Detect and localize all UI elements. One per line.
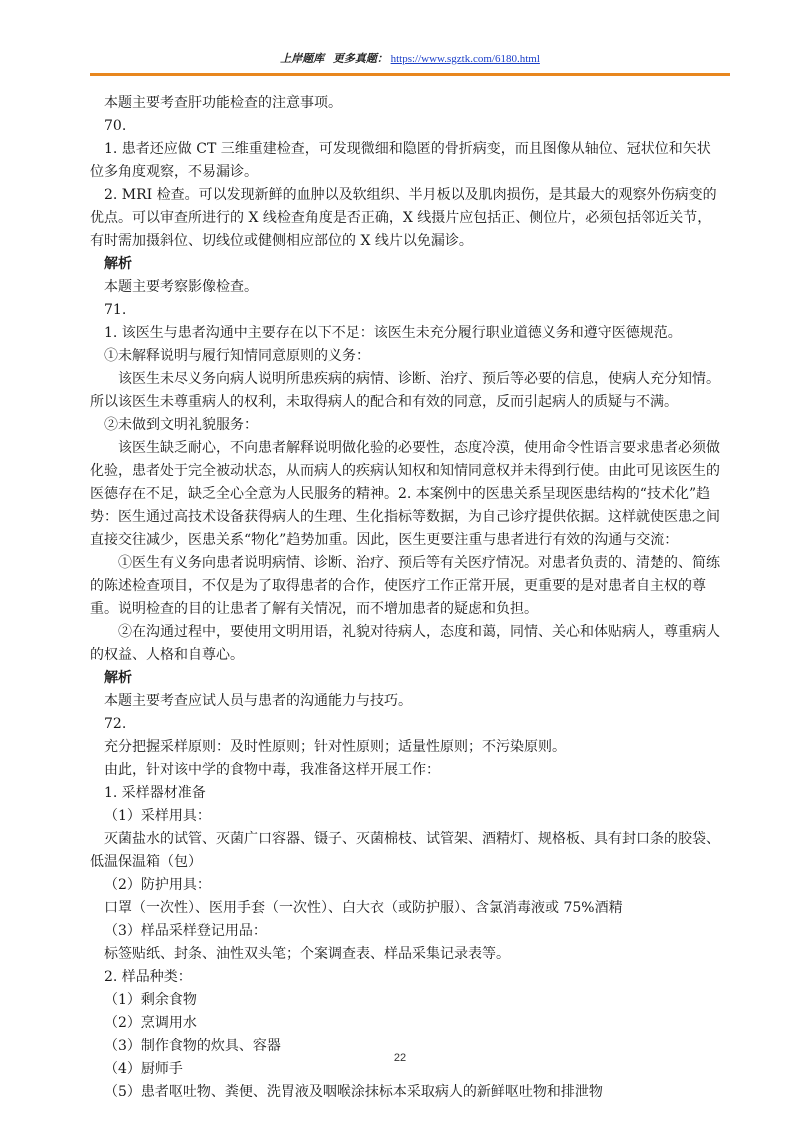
paragraph: （1）剩余食物 bbox=[104, 992, 197, 1008]
header-label: 更多真题： bbox=[332, 53, 388, 65]
paragraph: 灭菌盐水的试管、灭菌广口容器、镊子、灭菌棉枝、试管架、酒精灯、规格板、具有封口条的胶袋、低温保温箱（包） bbox=[90, 831, 720, 870]
paragraph: 1. 该医生与患者沟通中主要存在以下不足：该医生未充分履行职业道德义务和遵守医德规范。 bbox=[104, 325, 682, 341]
paragraph: 1. 患者还应做 CT 三维重建检查，可发现微细和隐匿的骨折病变，而且图像从轴位、冠状位和矢状位多角度观察，不易漏诊。 bbox=[90, 141, 711, 180]
header-divider bbox=[90, 73, 730, 76]
paragraph: （5）患者呕吐物、粪便、洗胃液及咽喉涂抹标本采取病人的新鲜呕吐物和排泄物 bbox=[104, 1084, 603, 1100]
paragraph: ②在沟通过程中，要使用文明用语，礼貌对待病人，态度和蔼，同情、关心和体贴病人，尊重病人的权益、人格和自尊心。 bbox=[90, 624, 720, 663]
paragraph: （4）厨师手 bbox=[104, 1061, 183, 1077]
paragraph: 2. 样品种类： bbox=[104, 969, 192, 985]
paragraph: 71. bbox=[104, 302, 127, 318]
paragraph: （1）采样用具： bbox=[104, 808, 211, 824]
paragraph: 口罩（一次性）、医用手套（一次性）、白大衣（或防护服）、含氯消毒液或 75%酒精 bbox=[104, 900, 623, 916]
header-url-link[interactable]: https://www.sgztk.com/6180.html bbox=[390, 53, 540, 65]
paragraph: （2）防护用具： bbox=[104, 877, 211, 893]
paragraph: 本题主要考查肝功能检查的注意事项。 bbox=[104, 95, 342, 111]
paragraph: 72. bbox=[104, 716, 127, 732]
paragraph: 本题主要考查应试人员与患者的沟通能力与技巧。 bbox=[104, 693, 412, 709]
paragraph: ②未做到文明礼貌服务： bbox=[104, 417, 258, 433]
paragraph: （3）样品采样登记用品： bbox=[104, 923, 267, 939]
paragraph: 本题主要考察影像检查。 bbox=[104, 279, 258, 295]
paragraph: 70. bbox=[104, 118, 127, 134]
header-brand: 上岸题库 bbox=[280, 53, 325, 65]
paragraph: 充分把握采样原则：及时性原则；针对性原则；适量性原则；不污染原则。 bbox=[104, 739, 566, 755]
section-heading: 解析 bbox=[104, 256, 132, 272]
paragraph: 该医生未尽义务向病人说明所患疾病的病情、诊断、治疗、预后等必要的信息，使病人充分知情。所以该医生未尊重病人的权利，未取得病人的配合和有效的同意，反而引起病人的质疑与不满。 bbox=[90, 371, 720, 410]
paragraph: （2）烹调用水 bbox=[104, 1015, 197, 1031]
paragraph: （3）制作食物的炊具、容器 bbox=[104, 1038, 281, 1054]
paragraph: 2. MRI 检查。可以发现新鲜的血肿以及软组织、半月板以及肌肉损伤，是其最大的观察外伤病变的优点。可以审查所进行的 X 线检查角度是否正确，X 线摄片应包括正、侧位片，必须包括邻近关节，有时需加摄斜位、切线位或健侧相应部位的 X 线片以免漏诊。 bbox=[90, 187, 717, 249]
document-body bbox=[90, 92, 720, 1104]
paragraph: 1. 采样器材准备 bbox=[104, 785, 206, 801]
paragraph: ①未解释说明与履行知情同意原则的义务： bbox=[104, 348, 370, 364]
page-header bbox=[90, 50, 730, 66]
page-number: 22 bbox=[393, 1052, 407, 1064]
paragraph: 该医生缺乏耐心，不向患者解释说明做化验的必要性，态度冷漠，使用命令性语言要求患者必须做化验，患者处于完全被动状态，从而病人的疾病认知权和知情同意权并未得到行使。由此可见该医生的医德存在不足，缺乏全心全意为人民服务的精神。2. 本案例中的医患关系呈现医患结构的“技术化”趋势：医生通过高技术设备获得病人的生理、生化指标等数据，为自己诊疗提供依据。这样就使医患之间直接交往减少，医患关系“物化”趋势加重。因此，医生更要注重与患者进行有效的沟通与交流： bbox=[90, 440, 720, 548]
section-heading: 解析 bbox=[104, 670, 132, 686]
paragraph: 标签贴纸、封条、油性双头笔；个案调查表、样品采集记录表等。 bbox=[104, 946, 510, 962]
paragraph: 由此，针对该中学的食物中毒，我准备这样开展工作： bbox=[104, 762, 440, 778]
paragraph: ①医生有义务向患者说明病情、诊断、治疗、预后等有关医疗情况。对患者负责的、清楚的、简练的陈述检查项目，不仅是为了取得患者的合作，使医疗工作正常开展，更重要的是对患者自主权的尊重。说明检查的目的让患者了解有关情况，而不增加患者的疑虑和负担。 bbox=[90, 555, 720, 617]
